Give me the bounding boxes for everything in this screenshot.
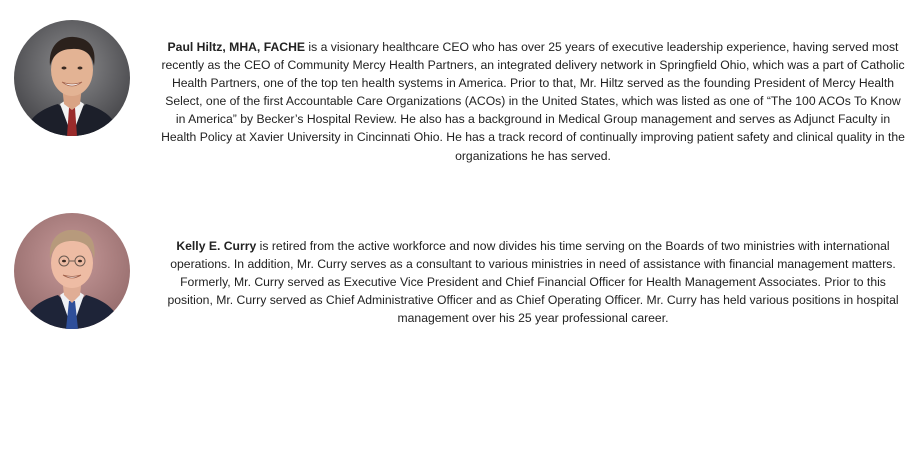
bio-description: is retired from the active workforce and now divides his time serving on the Boards of two ministries with international operations. In addition, Mr. Curry serves as a consultant to various ministries in need of assistance with financial management matters. Formerly, Mr. Curry served as Executive Vice President and Chief Financial Officer for Health Management Associates. Prior to this position, Mr. Curry served as Chief Administrative Officer and as Chief Operating Officer. Mr. Curry has held various positions in hospital management over his 25 year professional career. — [167, 239, 899, 326]
bio-name: Paul Hiltz, MHA, FACHE — [167, 40, 306, 54]
bio-text-block — [160, 237, 906, 327]
portrait-kelly-curry-image — [14, 213, 130, 329]
bio-text-block — [160, 38, 906, 165]
portrait-paul-hiltz-image — [14, 20, 130, 136]
portrait-photo — [14, 213, 130, 329]
bio-description: is a visionary healthcare CEO who has over 25 years of executive leadership experience, having served most recently as the CEO of Community Mercy Health Partners, an integrated delivery network in Springfield Ohio, which was a part of Catholic Health Partners, one of the top ten health systems in America. Prior to that, Mr. Hiltz served as the founding President of Mercy Health Select, one of the first Accountable Care Organizations (ACOs) in the United States, which was listed as one of “The 100 ACOs To Know in America” by Becker’s Hospital Review. He also has a background in Medical Group management and serves as Adjunct Faculty in Health Policy at Xavier University in Cincinnati Ohio. He has a track record of continually improving patient safety and clinical quality in the organizations he has served. — [161, 40, 905, 163]
bio-name: Kelly E. Curry — [176, 239, 257, 253]
portrait-photo — [14, 20, 130, 136]
